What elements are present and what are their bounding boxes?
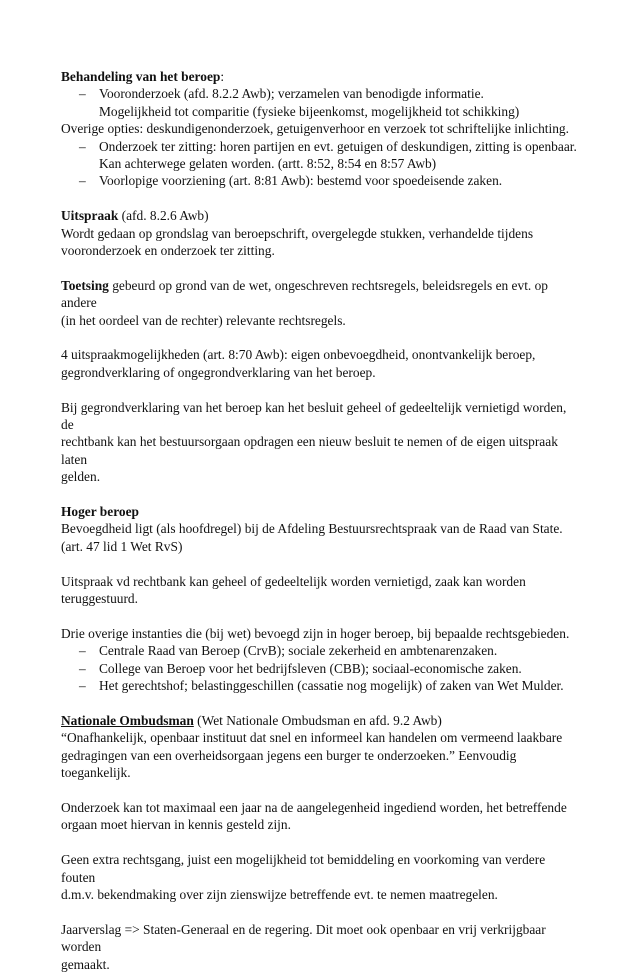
paragraph-line: gedragingen van een overheidsorgaan jegens een burger te onderzoeken.” Eenvoudig toegankelijk. (61, 747, 517, 781)
paragraph-line: rechtbank kan het bestuursorgaan opdragen een nieuw besluit te nemen of de eigen uitspraak laten (61, 434, 558, 467)
heading-suffix: (Wet Nationale Ombudsman en afd. 9.2 Awb) (193, 712, 442, 728)
paragraph-line: d.m.v. bekendmaking over zijn zienswijze betreffende evt. te nemen maatregelen. (61, 886, 498, 902)
heading-line (61, 712, 580, 729)
section-ombudsman (61, 712, 580, 782)
paragraph-line: Wordt gedaan op grondslag van beroepschrift, overgelegde stukken, verhandelde tijdens (61, 225, 534, 241)
list-item (61, 85, 580, 120)
paragraph-line: (in het oordeel van de rechter) relevante rechtsregels. (61, 312, 346, 328)
paragraph-line: (art. 47 lid 1 Wet RvS) (61, 538, 183, 554)
section-hoger-beroep (61, 503, 580, 555)
paragraph-line: Jaarverslag => Staten-Generaal en de regering. Dit moet ook openbaar en vrij verkrijgbaar worden (61, 921, 546, 955)
list-item: – Voorlopige voorziening (art. 8:81 Awb): bestemd voor spoedeisende zaken. (61, 172, 580, 189)
section-toetsing (61, 277, 580, 329)
paragraph-line: gegrondverklaring of ongegrondverklaring van het beroep. (61, 364, 376, 380)
paragraph-line: gelden. (61, 469, 101, 485)
paragraph-line: gemaakt. (61, 956, 110, 972)
section-gegrondverklaring (61, 399, 580, 486)
paragraph-line: Geen extra rechtsgang, juist een mogelijkheid tot bemiddeling en voorkoming van verdere fouten (61, 852, 546, 885)
section-vernietiging (61, 573, 580, 608)
heading-suffix: : (220, 69, 225, 84)
heading-line (61, 207, 580, 224)
paragraph-line: vooronderzoek en onderzoek ter zitting. (61, 243, 275, 259)
item-text: Mogelijkheid tot comparitie (fysieke bijeenkomst, mogelijkheid tot schikking) (99, 103, 520, 119)
paragraph-line: Onderzoek kan tot maximaal een jaar na de aangelegenheid ingediend worden, het betreffende (61, 799, 567, 815)
paragraph-line: Bij gegrondverklaring van het beroep kan het besluit geheel of gedeeltelijk vernietigd worden, de (61, 399, 567, 433)
heading-ombudsman: Nationale Ombudsman (61, 712, 194, 728)
behandeling-list-2 (61, 138, 580, 190)
heading-line (61, 68, 580, 85)
section-jaarverslag (61, 921, 580, 973)
paragraph-line: Bevoegdheid ligt (als hoofdregel) bij de Afdeling Bestuursrechtspraak van de Raad van State. (61, 521, 563, 537)
paragraph-line: orgaan moet hiervan in kennis gesteld zijn. (61, 817, 291, 833)
item-text: Onderzoek ter zitting: horen partijen en evt. getuigen of deskundigen, zitting is openbaar. (99, 138, 577, 154)
instanties-list (61, 642, 580, 694)
behandeling-list-1 (61, 85, 580, 120)
heading-suffix: (afd. 8.2.6 Awb) (118, 208, 209, 224)
paragraph-text: gebeurd op grond van de wet, ongeschreven rechtsregels, beleidsregels en evt. op andere (61, 277, 549, 311)
list-item (61, 138, 580, 173)
paragraph-line (61, 277, 580, 312)
list-item: – College van Beroep voor het bedrijfsleven (CBB); sociaal-economische zaken. (61, 660, 580, 677)
section-bemiddeling (61, 851, 580, 903)
options-line: Overige opties: deskundigenonderzoek, getuigenverhoor en verzoek tot schriftelijke inlichting. (61, 121, 569, 137)
heading-hoger-beroep: Hoger beroep (61, 504, 139, 520)
heading-uitspraak: Uitspraak (61, 208, 119, 224)
paragraph-line: Uitspraak vd rechtbank kan geheel of gedeeltelijk worden vernietigd, zaak kan worden (61, 573, 526, 589)
section-behandeling (61, 68, 580, 190)
list-item: – Het gerechtshof; belastinggeschillen (cassatie nog mogelijk) of zaken van Wet Mulder. (61, 677, 580, 694)
heading-behandeling: Behandeling van het beroep (61, 69, 221, 84)
paragraph-line: Drie overige instanties die (bij wet) bevoegd zijn in hoger beroep, bij bepaalde rechtsgebieden. (61, 625, 570, 641)
item-text: Kan achterwege gelaten worden. (artt. 8:52, 8:54 en 8:57 Awb) (99, 156, 437, 172)
paragraph-line: teruggestuurd. (61, 591, 138, 607)
section-instanties (61, 625, 580, 695)
paragraph-line: 4 uitspraakmogelijkheden (art. 8:70 Awb): eigen onbevoegdheid, onontvankelijk beroep, (61, 347, 536, 363)
paragraph-line: “Onafhankelijk, openbaar instituut dat snel en informeel kan handelen om vermeend laakbare (61, 730, 563, 746)
section-uitspraakmogelijkheden (61, 346, 580, 381)
list-item: – Centrale Raad van Beroep (CrvB); sociale zekerheid en ambtenarenzaken. (61, 642, 580, 659)
section-uitspraak (61, 207, 580, 259)
heading-toetsing: Toetsing (61, 277, 109, 293)
section-onderzoek-termijn (61, 799, 580, 834)
item-text: Vooronderzoek (afd. 8.2.2 Awb); verzamelen van benodigde informatie. (99, 86, 484, 102)
